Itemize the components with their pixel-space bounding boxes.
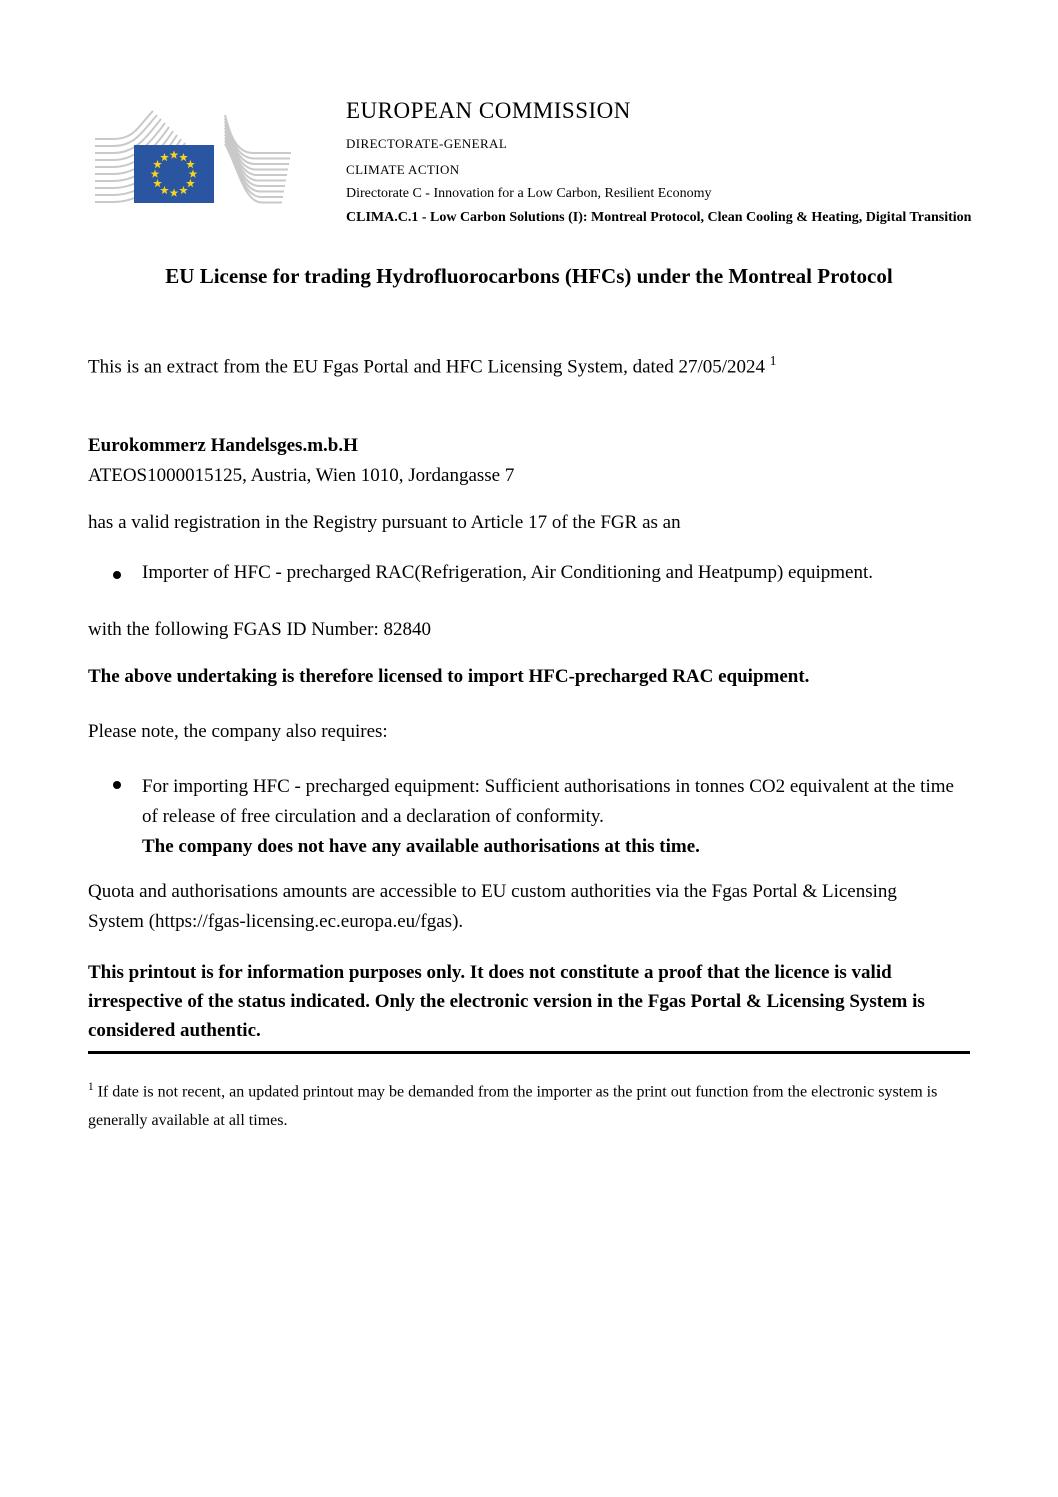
sketch-right: [225, 115, 291, 203]
unit-label: CLIMA.C.1 - Low Carbon Solutions (I): Montreal Protocol, Clean Cooling & Heating, Digital Transition: [346, 210, 972, 225]
ec-logo-svg: [95, 103, 295, 225]
disclaimer-paragraph: This printout is for information purposes only. It does not constitute a proof that the licence is valid irrespective of the status indicated. Only the electronic version in the Fgas Portal & Licensing System is considered authentic.: [88, 962, 925, 1041]
quota-paragraph: Quota and authorisations amounts are accessible to EU custom authorities via the Fgas Portal & Licensing System (https://fgas-licensing.ec.europa.eu/fgas).: [88, 881, 897, 932]
bullet-icon: [113, 571, 121, 579]
requirement-status: The company does not have any available authorisations at this time.: [142, 836, 700, 857]
european-commission-logo: [95, 103, 295, 231]
directorate-general-label: DIRECTORATE-GENERAL: [346, 136, 508, 151]
company-address: ATEOS1000015125, Austria, Wien 1010, Jordangasse 7: [88, 465, 515, 486]
directorate-label: Directorate C - Innovation for a Low Carbon, Resilient Economy: [346, 186, 712, 201]
footnote: [88, 1073, 946, 1135]
role-text: Importer of HFC - precharged RAC(Refrigeration, Air Conditioning and Heatpump) equipment.: [142, 562, 873, 583]
department-label: CLIMATE ACTION: [346, 162, 460, 177]
note-intro: Please note, the company also requires:: [88, 721, 388, 742]
extract-text: This is an extract from the EU Fgas Portal and HFC Licensing System, dated 27/05/2024: [88, 356, 766, 378]
company-name: Eurokommerz Handelsges.m.b.H: [88, 435, 358, 456]
footnote-text: If date is not recent, an updated printout may be demanded from the importer as the print out function from the electronic system is generally available at all times.: [88, 1083, 938, 1130]
requirement-list-item: [113, 772, 958, 862]
footnote-divider: [88, 1051, 970, 1054]
footnote-marker: 1: [88, 1081, 94, 1093]
commission-title: EUROPEAN COMMISSION: [346, 98, 631, 123]
license-statement: The above undertaking is therefore licensed to import HFC-precharged RAC equipment.: [88, 666, 810, 687]
extract-line: [88, 353, 1008, 378]
role-list-item: [113, 562, 983, 584]
requirement-text: For importing HFC - precharged equipment: Sufficient authorisations in tonnes CO2 equivalent at the time of release of free circulation and a declaration of conformity.: [142, 776, 954, 827]
footnote-reference: 1: [769, 353, 777, 368]
document-title: EU License for trading Hydrofluorocarbons (HFCs) under the Montreal Protocol: [165, 264, 893, 288]
fgas-id-line: with the following FGAS ID Number: 82840: [88, 619, 432, 640]
bullet-icon: [113, 781, 121, 789]
letterhead: [346, 97, 1006, 227]
registration-line: has a valid registration in the Registry pursuant to Article 17 of the FGR as an: [88, 512, 681, 533]
company-block: [88, 431, 1008, 491]
